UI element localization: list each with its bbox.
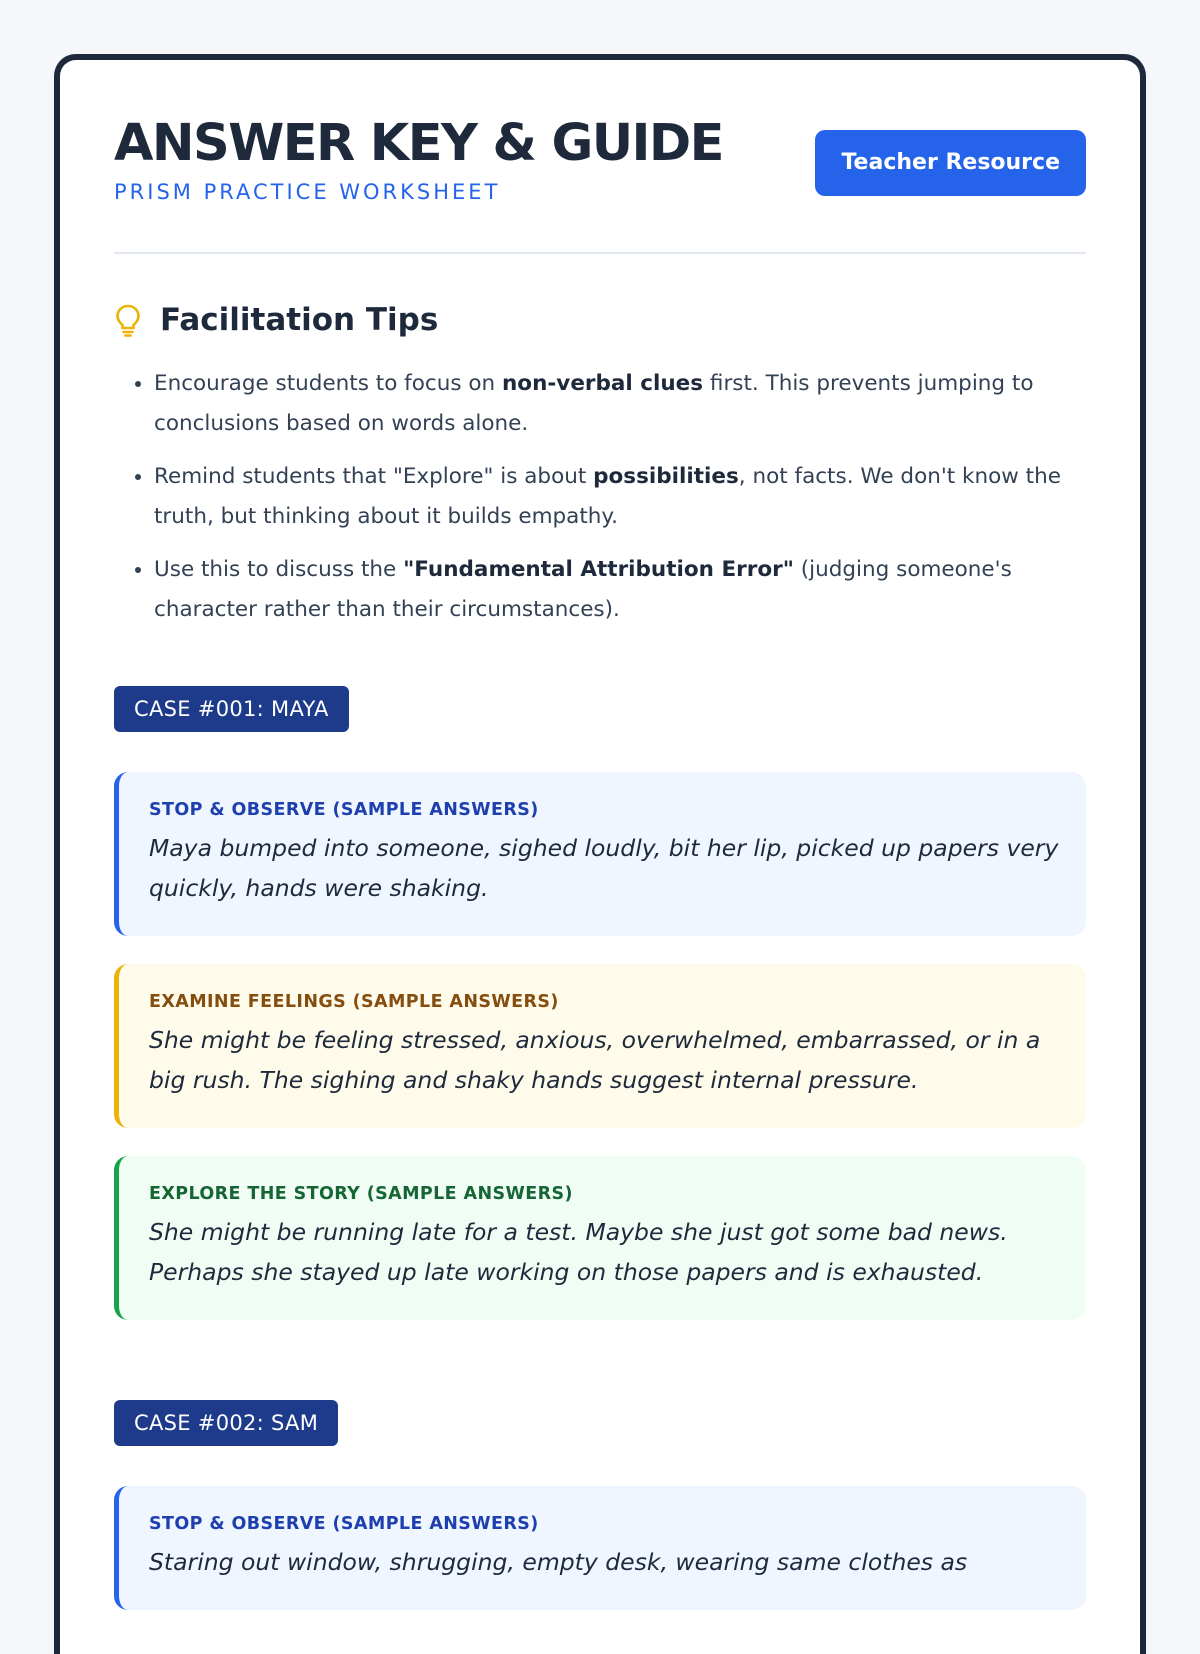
explore-box (114, 1156, 1086, 1320)
answer-key-card (54, 54, 1146, 1654)
page-subtitle: PRISM PRACTICE WORKSHEET (114, 180, 501, 204)
observe-answer: Maya bumped into someone, sighed loudly, bit her lip, picked up papers very quickly, hands were shaking. (149, 834, 1059, 902)
tip-item: • Use this to discuss the "Fundamental Attribution Error" (judging someone's character rather than their circumstances). (154, 550, 1086, 630)
lightbulb-icon (114, 303, 142, 337)
header (114, 60, 1086, 254)
observe-box (114, 1486, 1086, 1610)
teacher-resource-badge: Teacher Resource (815, 130, 1086, 196)
feelings-box (114, 964, 1086, 1128)
explore-label: EXPLORE THE STORY (SAMPLE ANSWERS) (149, 1184, 573, 1204)
case-label: CASE #002: SAM (114, 1400, 338, 1446)
observe-label: STOP & OBSERVE (SAMPLE ANSWERS) (149, 800, 539, 820)
tip-item: • Remind students that "Explore" is about possibilities, not facts. We don't know the truth, but thinking about it builds empathy. (154, 457, 1086, 537)
tip-item: • Encourage students to focus on non-verbal clues first. This prevents jumping to conclusions based on words alone. (154, 364, 1086, 444)
page-title: ANSWER KEY & GUIDE (114, 114, 723, 173)
observe-box (114, 772, 1086, 936)
feelings-answer: She might be feeling stressed, anxious, overwhelmed, embarrassed, or in a big rush. The sighing and shaky hands suggest internal pressure. (149, 1026, 1041, 1094)
case-maya (114, 686, 1086, 1320)
tips-heading (114, 298, 1086, 342)
feelings-label: EXAMINE FEELINGS (SAMPLE ANSWERS) (149, 992, 559, 1012)
explore-answer: She might be running late for a test. Maybe she just got some bad news. Perhaps she stayed up late working on those papers and is exhausted. (149, 1218, 1008, 1286)
observe-label: STOP & OBSERVE (SAMPLE ANSWERS) (149, 1514, 539, 1534)
tips-list (114, 364, 1086, 630)
case-label: CASE #001: MAYA (114, 686, 349, 732)
observe-answer: Staring out window, shrugging, empty desk, wearing same clothes as (149, 1548, 968, 1576)
case-sam (114, 1400, 1086, 1610)
tips-title: Facilitation Tips (160, 302, 439, 338)
